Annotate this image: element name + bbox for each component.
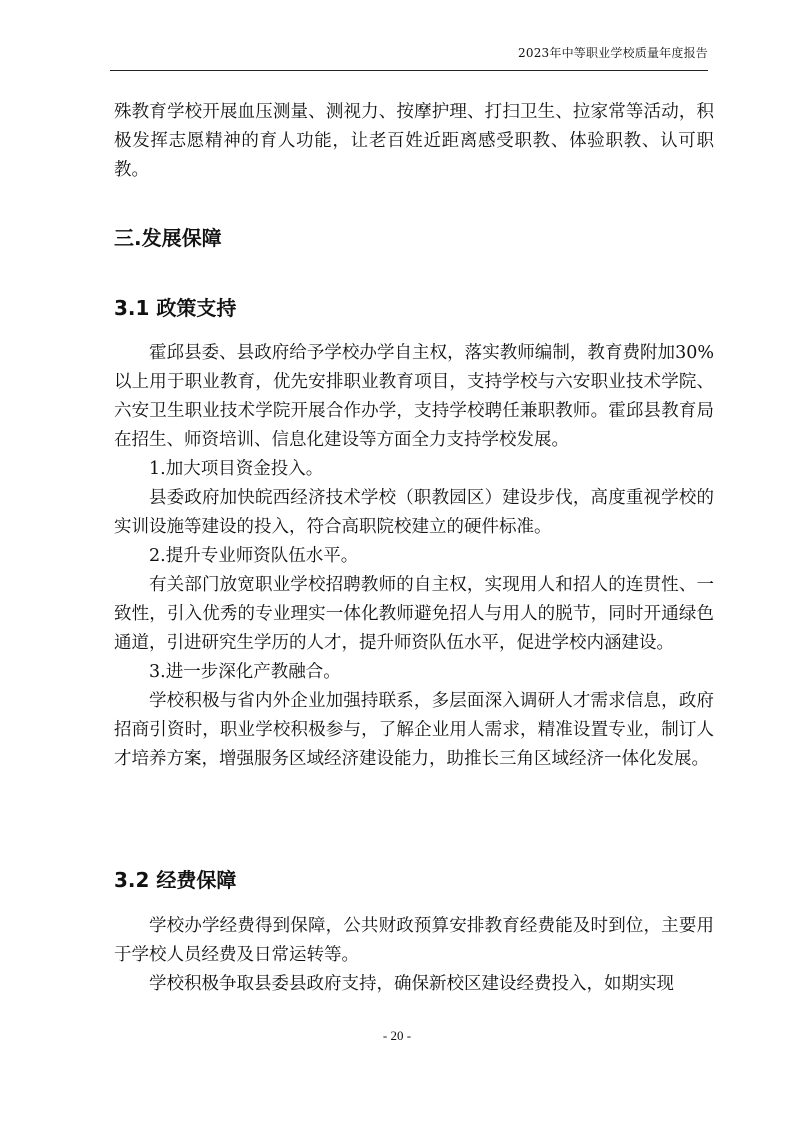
funding-paragraph: 学校办学经费得到保障，公共财政预算安排教育经费能及时到位，主要用于学校人员经费及日常运转等。 xyxy=(114,916,714,965)
continuation-paragraph-block xyxy=(114,98,714,185)
section-heading: 三.发展保障 xyxy=(114,226,222,250)
policy-intro-paragraph: 霍邱县委、县政府给予学校办学自主权，落实教师编制，教育费附加30%以上用于职业教育，优先安排职业教育项目，支持学校与六安职业技术学院、六安卫生职业技术学院开展合作办学，支持学校聘任兼职教师。霍邱县教育局在招生、师资培训、信息化建设等方面全力支持学校发展。 xyxy=(114,343,714,450)
continuation-paragraph: 殊教育学校开展血压测量、测视力、按摩护理、打扫卫生、拉家常等活动，积极发挥志愿精神的育人功能，让老百姓近距离感受职教、体验职教、认可职教。 xyxy=(114,102,714,180)
list-item-text: 县委政府加快皖西经济技术学校（职教园区）建设步伐，高度重视学校的实训设施等建设的投入，符合高职院校建立的硬件标准。 xyxy=(114,488,714,537)
policy-support-block xyxy=(114,339,714,774)
list-item-title: 3.进一步深化产教融合。 xyxy=(149,662,341,682)
funding-paragraph: 学校积极争取县委县政府支持，确保新校区建设经费投入，如期实现 xyxy=(149,974,674,994)
subsection-heading-3-1: 3.1 政策支持 xyxy=(114,296,237,320)
list-item-title: 1.加大项目资金投入。 xyxy=(149,459,324,479)
page-number: - 20 - xyxy=(382,1028,412,1043)
subsection-heading-3-2: 3.2 经费保障 xyxy=(114,868,237,892)
list-item-text: 学校积极与省内外企业加强持联系，多层面深入调研人才需求信息，政府招商引资时，职业学校积极参与，了解企业用人需求，精准设置专业，制订人才培养方案，增强服务区域经济建设能力，助推长三角区域经济一体化发展。 xyxy=(114,691,714,769)
header-rule xyxy=(110,70,708,71)
running-header: 2023年中等职业学校质量年度报告 xyxy=(518,46,708,60)
list-item-title: 2.提升专业师资队伍水平。 xyxy=(149,546,359,566)
list-item-text: 有关部门放宽职业学校招聘教师的自主权，实现用人和招人的连贯性、一致性，引入优秀的专业理实一体化教师避免招人与用人的脱节，同时开通绿色通道，引进研究生学历的人才，提升师资队伍水平，促进学校内涵建设。 xyxy=(114,575,714,653)
funding-block xyxy=(114,912,714,999)
